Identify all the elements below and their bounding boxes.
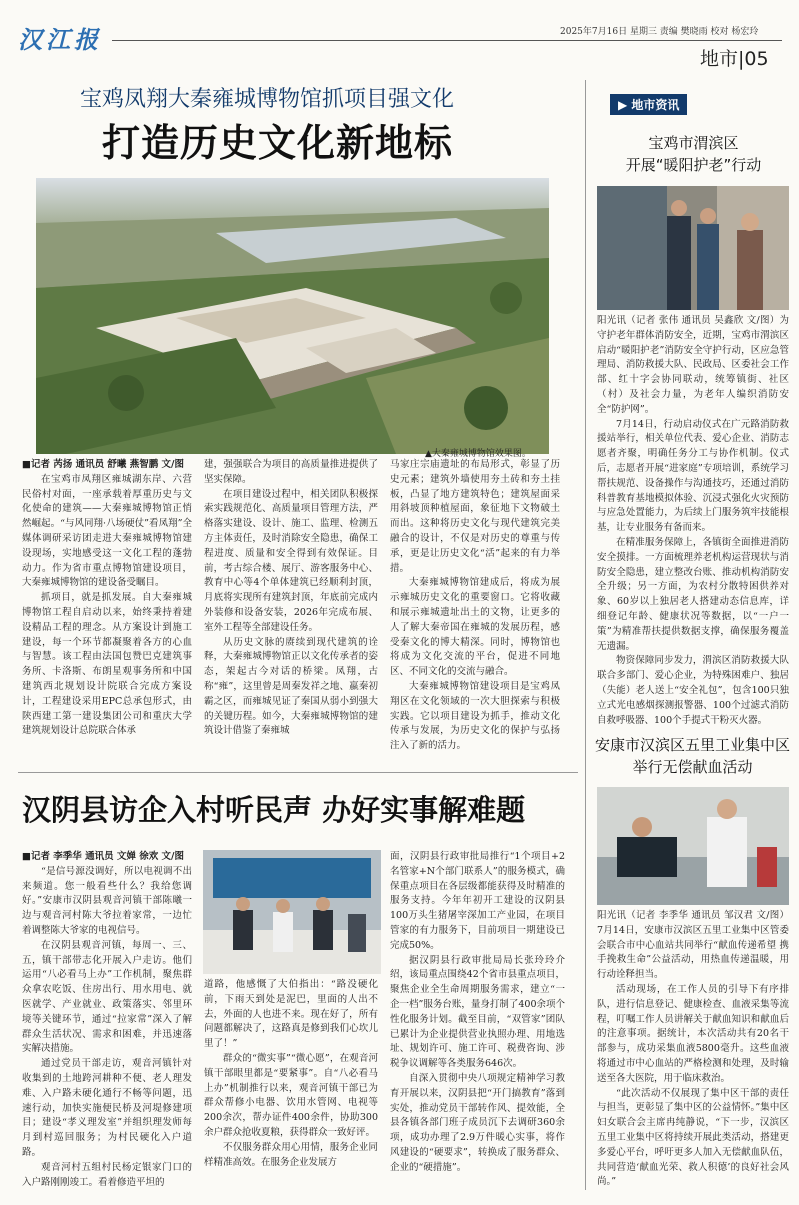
sidebar-tag: ▶ 地市资讯 <box>610 94 687 115</box>
story2-column-1 <box>22 850 192 1200</box>
paragraph: 抓项目，就是抓发展。自大秦雍城博物馆工程自启动以来，始终秉持着建设精品工程的理念。从方案设计到施工建设，每一个环节都凝聚着各方的心血与智慧。该工程由法国包赞巴克建筑事务所、卡洛斯、布朗星观事务所和中国建筑西北规划设计院联合完成方案设计，工程建设采用EPC总承包形式，由陕西建工第一建设集团公司和重庆大学建筑规划设计总院联合体承 <box>22 592 192 737</box>
lead-column-3 <box>390 458 560 758</box>
blood-donation-photo <box>597 787 789 905</box>
paragraph: 群众的“微实事”“微心愿”，在观音河镇干部眼里都是“要紧事”。自“八必看马上办”机制推行以来，观音河镇干部已为群众帮修小电器、饮用水管网、电视等200余次，帮办证件400余件，协助300余户群众抢收夏粮，获得群众一致好评。 <box>204 1052 378 1138</box>
newspaper-logo: 汉江报 <box>18 25 102 54</box>
section-label: 地市|05 <box>700 48 769 70</box>
paragraph: 在项目建设过程中，相关团队积极探索实践规范化、高质量项目管理方法，严格落实建设、设计、施工、监理、检测五方主体责任，及时消除安全隐患，确保工程进度、质量和安全得到有效保证。目前，考古综合楼、展厅、游客服务中心、教育中心等4个单体建筑已经顺利封顶，月底将实现所有建筑封顶，年底前完成内外装修和设备安装，2026年完成布展、室外工程等全部建设任务。 <box>204 488 378 633</box>
lead-byline: ■记者 芮扬 通讯员 舒曦 燕智鹏 文/图 <box>22 459 184 470</box>
paragraph: “此次活动不仅展现了集中区干部的责任与担当，更彰显了集中区的公益情怀。”集中区妇女联合会主席冉纯静说，“下一步，汉滨区五里工业集中区将持续开展此类活动，搭建更多爱心平台，呼吁更多人加入无偿献血队伍，共同营造‘献血光荣、救人积德’的良好社会风尚。” <box>597 1087 789 1188</box>
museum-rendering-graphic <box>36 178 549 454</box>
paragraph: 阳光讯（记者 李季华 通讯员 邹汉君 文/图）7月14日，安康市汉滨区五里工业集中区管委会联合市中心血站共同举行“献血传递希望 携手挽救生命”公益活动，用热血传递温暖，用行动诠释担当。 <box>597 910 789 981</box>
issue-info: 2025年7月16日 星期三 责编 樊晓雨 校对 杨宏玲 <box>560 27 759 37</box>
paragraph: 在汉阴县观音河镇，每周一、三、五，镇干部带志化开展入户走访。他们运用“八必看马上办”工作机制，聚焦群众拿农吃饭、住房出行、用水用电、就医就学、产业就业、政策落实、邻里环境等关键环节，通过“拉家常”深入了解群众生活状况、需求和困难，并迅速落实解决措施。 <box>22 939 192 1055</box>
service-hall-graphic <box>203 850 381 974</box>
paragraph: 在宝鸡市凤翔区雍城湖东岸、六营民俗村对面，一座承载着厚重历史与文化使命的建筑——大秦雍城博物馆正悄然崛起。“与风同翔·八场硬仗”看凤翔”全媒体调研采访团走进大秦雍城博物馆建设现场，实地感受这一文化工程的蓬勃动力。作为省市重点博物馆建设项目，大秦雍城博物馆的建设备受瞩目。 <box>22 473 192 589</box>
paragraph: 阳光讯（记者 张伟 通讯员 吴鑫欣 文/图）为守护老年群体消防安全，近期，宝鸡市渭滨区启动“暖阳护老”消防安全守护行动，区应急管理局、消防救援大队、民政局、区委社会工作部、红十字会协同联动，统筹镇街、社区（村）及社会力量，为老年人编织消防安全“防护网”。 <box>597 315 789 415</box>
paragraph: 马家庄宗庙遗址的布局形式，彰显了历史元素；建筑外墙使用夯土砖和夯土挂板，凸显了地方建筑特色；建筑屋面采用斜坡顶种植屋面，象征地下文物破土而出。这种将历史文化与现代建筑完美融合的设计，不仅是对历史的尊重与传承，更是让历史文化“活”起来的有力举措。 <box>390 459 560 574</box>
sidebar-story-1-body <box>597 314 789 726</box>
lead-column-1 <box>22 458 192 758</box>
photo-caption: ▲大秦雍城博物馆效果图。 <box>425 449 531 459</box>
fire-safety-graphic <box>597 186 789 310</box>
sidebar-story-2-body <box>597 909 789 1199</box>
story2-headline: 汉阴县访企入村听民声 办好实事解难题 <box>22 793 526 827</box>
paragraph: 大秦雍城博物馆建设项目是宝鸡凤翔区在文化领域的一次大胆探索与积极实践。它以项目建设为抓手，推动文化传承与发展，为历史文化的保护与弘扬注入了新的活力。 <box>390 680 560 752</box>
paragraph: 活动现场，在工作人员的引导下有序排队，进行信息登记、健康检查、血液采集等流程，叮嘱工作人员讲解关于献血知识和献血后的注意事项。据统计，本次活动共有20名干部参与，成功采集血液5800毫升。这些血液将通过市中心血站的严格检测和处理，及时输送至各大医院，用于临床救治。 <box>597 983 789 1084</box>
paragraph: 道路，他感慨了大伯指出：“路没硬化前，下雨天到处是泥巴，里面的人出不去，外面的人也进不来。现在好了，所有问题都解决了，这路真是修到我们心坎儿里了！” <box>204 979 378 1050</box>
sidebar-story-2-title: 安康市汉滨区五里工业集中区 举行无偿献血活动 <box>594 736 790 776</box>
paragraph: “是信号源没调好，所以电视调不出来频道。您一般看些什么？我给您调好。”安康市汉阴县观音河镇干部陈曦一边与观音河村陈大爷拉着家常，一边忙着调整陈大爷家的电视信号。 <box>22 865 192 936</box>
story2-column-3 <box>390 850 565 1200</box>
paragraph: 据汉阴县行政审批局局长张玲玲介绍，该局重点围绕42个省市县重点项目，聚焦企业全生命周期服务需求，建立“一企一档”服务台账，量身打制了400余项个性化服务计划。截至目前，“双管家”团队已累计为企业提供营业执照办理、用地选址、规划许可、施工许可、税费咨询、涉税争议调解等各类服务646次。 <box>390 954 565 1070</box>
story-divider <box>18 772 578 773</box>
paragraph: 自深入贯彻中央八项规定精神学习教育开展以来，汉阴县把“开门搞教育”落到实处，推动党员干部转作风、提效能，全县各镇各部门班子成员沉下去调研360余项，成功办理了2.9万件暖心实事，将作风建设的“硬要求”，转换成了服务群众、企业的“硬措施”。 <box>390 1072 565 1173</box>
paragraph: 7月14日，行动启动仪式在广元路消防救援站举行，相关单位代表、爱心企业、消防志愿者齐聚，明确任务分工与协作机制。仪式后，志愿者开展“进家庭”专项培训，系统学习帮扶规范、设备操作与沟通技巧，还通过消防科普教育基地模拟体验、沉浸式强化火灾预防与应急处置能力，为后续上门服务筑牢技能根基，让专业服务有备而来。 <box>597 418 789 534</box>
fire-safety-photo <box>597 186 789 310</box>
column-divider <box>585 80 586 1190</box>
lead-subtitle: 宝鸡凤翔大秦雍城博物馆抓项目强文化 <box>80 87 455 112</box>
blood-donation-graphic <box>597 787 789 905</box>
story2-byline: ■记者 李季华 通讯员 文婵 徐欢 文/图 <box>22 851 184 862</box>
lead-headline: 打造历史文化新地标 <box>102 121 454 165</box>
story2-column-2 <box>204 978 378 1200</box>
masthead-rule <box>112 40 782 41</box>
paragraph: 通过党员干部走访，观音河镇针对收集到的土地跨河耕种不便、老人理发难、入户路未硬化通行不畅等问题，迅速行动，加快实施便民桥及河堤修建项目；建设“孝义理发室”并组织理发师每月到村巡回服务；为村民硬化入户道路。 <box>22 1058 192 1158</box>
sidebar-header <box>610 94 790 115</box>
sidebar-story-1-title: 宝鸡市渭滨区 开展“暖阳护老”行动 <box>625 134 762 174</box>
lead-column-2 <box>204 458 378 758</box>
paragraph: 建，强强联合为项目的高质量推进提供了坚实保障。 <box>204 459 378 485</box>
paragraph: 从历史文脉的赓续到现代建筑的诠释，大秦雍城博物馆正以文化传承者的姿态，架起古今对话的桥梁。凤翔，古称“雍”，这里曾是周秦发祥之地、嬴秦初霸之区，而雍城见证了秦国从弱小到强大的关键历程。如今，大秦雍城博物馆的建筑设计借鉴了秦雍城 <box>204 636 378 737</box>
paragraph: 物资保障同步发力，渭滨区消防救援大队联合多部门、爱心企业，为特殊困难户、独居（失能）老人送上“安全礼包”，包含100只独立式光电感烟探测报警器、100个过滤式消防自救呼吸器、100个手提式干粉灭火器。 <box>597 655 789 726</box>
service-hall-photo <box>203 850 381 974</box>
paragraph: 观音河村五组村民杨定银家门口的入户路刚刚竣工。看着修造平坦的 <box>22 1161 192 1188</box>
paragraph: 大秦雍城博物馆建成后，将成为展示雍城历史文化的重要窗口。它将收藏和展示雍城遗址出土的文物，让更多的人了解大秦帝国在雍城的发展历程，感受秦文化的博大精深。同时，博物馆也将成为文化交流的平台，促进不同地区、不同文化的交流与融合。 <box>390 577 560 678</box>
paragraph: 在精准服务保障上，各镇街全面推进消防安全摸排。一方面梳理养老机构运营现状与消防安全隐患，建立整改台账、推动机构消防安全升级；另一方面，为农村分散特困供养对象、60岁以上独居老人搭建动态信息库，详细登记年龄、健康状况等数据，以“一户一策”为精准帮扶提供数据支撑，确保服务覆盖无遗漏。 <box>597 536 789 652</box>
museum-rendering-photo <box>36 178 549 454</box>
paragraph: 不仅服务群众用心用情，服务企业同样精准高效。在服务企业发展方 <box>204 1141 378 1168</box>
paragraph: 面，汉阴县行政审批局推行“1个项目+2名管家+N个部门联系人”的服务模式，确保重点项目在各层级都能获得及时精准的服务支持。今年年初开工建设的汉阴县100万头生猪屠宰深加工产业园，在项目管家的有力服务下，目前项目一期建设已完成50%。 <box>390 851 565 951</box>
